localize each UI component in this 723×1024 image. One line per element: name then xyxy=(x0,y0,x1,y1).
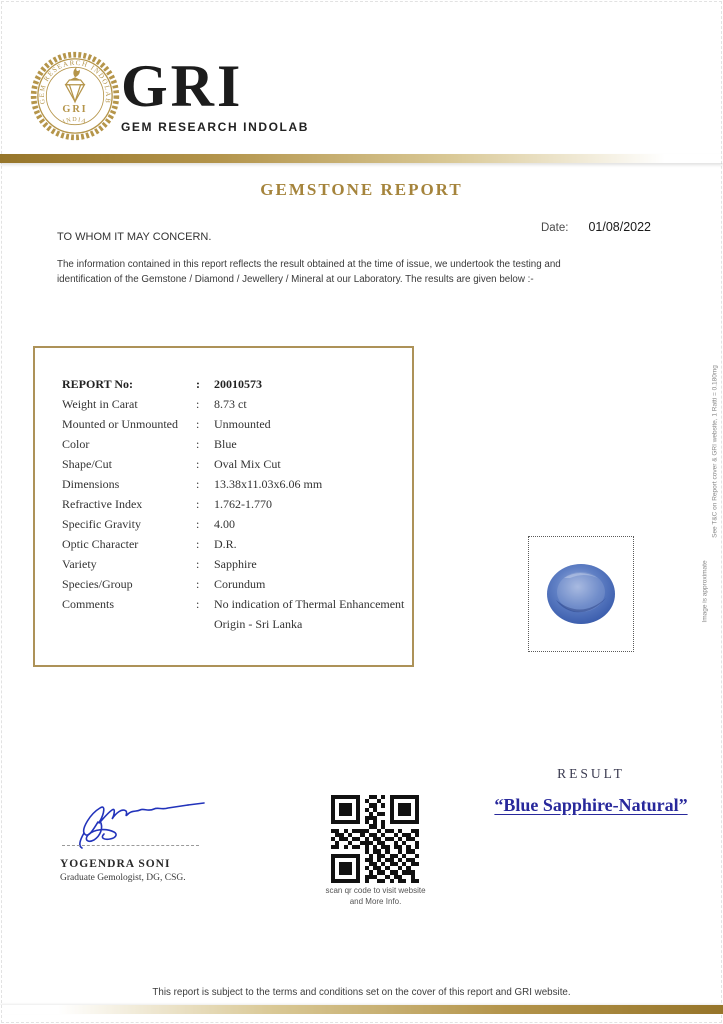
row-label: Dimensions xyxy=(62,477,120,491)
report-row xyxy=(62,594,406,634)
qr-code[interactable] xyxy=(331,795,419,883)
row-colon: : xyxy=(196,577,200,591)
date-row xyxy=(541,220,651,234)
gem-photo-frame xyxy=(528,536,634,652)
seal-center-text: GRI xyxy=(62,103,88,115)
row-value: 8.73 ct xyxy=(214,397,247,411)
row-value: D.R. xyxy=(214,537,237,551)
row-label: Variety xyxy=(62,557,97,571)
row-value: Unmounted xyxy=(214,417,271,431)
result-value: “Blue Sapphire-Natural” xyxy=(494,795,688,815)
report-row xyxy=(62,514,406,534)
qr-caption xyxy=(288,886,463,908)
gri-seal-logo xyxy=(28,48,122,144)
signatory-name: YOGENDRA SONI xyxy=(60,858,171,870)
row-value: 1.762-1.770 xyxy=(214,497,272,511)
row-label: Shape/Cut xyxy=(62,457,112,471)
signature-scribble xyxy=(70,788,220,850)
row-label: Refractive Index xyxy=(62,497,143,511)
date-value: 01/08/2022 xyxy=(588,220,651,234)
row-label: Mounted or Unmounted xyxy=(62,417,178,431)
row-colon: : xyxy=(196,457,200,471)
row-value: 20010573 xyxy=(214,377,262,391)
row-label: REPORT No: xyxy=(62,377,134,391)
qr-caption-line2: and More Info. xyxy=(349,896,402,906)
row-label: Comments xyxy=(62,597,115,611)
row-colon: : xyxy=(196,497,200,511)
report-row xyxy=(62,474,406,494)
gem-photo xyxy=(540,556,622,632)
qr-caption-line1: scan qr code to visit website xyxy=(325,886,426,895)
footer-note: This report is subject to the terms and conditions set on the cover of this report and GRI website. xyxy=(152,987,571,998)
row-colon: : xyxy=(196,417,200,431)
torch-diamond-icon xyxy=(66,67,85,102)
row-colon: : xyxy=(196,557,200,571)
row-label: Optic Character xyxy=(62,537,139,551)
row-value: Oval Mix Cut xyxy=(214,457,281,471)
row-colon: : xyxy=(196,477,200,491)
report-row xyxy=(62,434,406,454)
page-title: GEMSTONE REPORT xyxy=(260,180,463,199)
brand-subtitle: GEM RESEARCH INDOLAB xyxy=(121,120,310,134)
report-details-box xyxy=(33,346,414,667)
row-value: No indication of Thermal Enhancement Origin - Sri Lanka xyxy=(214,594,406,634)
seal-bottom-text: INDIA xyxy=(62,117,88,126)
report-row xyxy=(62,394,406,414)
row-label: Specific Gravity xyxy=(62,517,141,531)
row-label: Weight in Carat xyxy=(62,397,138,411)
signatory-title: Graduate Gemologist, DG, CSG. xyxy=(60,873,186,883)
row-label: Color xyxy=(62,437,90,451)
side-note-terms: See T&C on Report cover & GRI website, 1 Ratti = 0.180mg xyxy=(711,365,719,538)
row-colon: : xyxy=(196,397,200,411)
report-rows xyxy=(62,374,406,634)
report-row xyxy=(62,414,406,434)
row-colon: : xyxy=(196,437,200,451)
report-row xyxy=(62,494,406,514)
row-colon: : xyxy=(196,517,200,531)
row-label: Species/Group xyxy=(62,577,133,591)
row-value: 13.38x11.03x6.06 mm xyxy=(214,477,323,491)
brand-wordmark: GRI xyxy=(121,53,244,119)
gold-divider-top xyxy=(0,154,723,163)
salutation: TO WHOM IT MAY CONCERN. xyxy=(57,231,212,243)
row-colon: : xyxy=(196,377,200,391)
signature-line xyxy=(62,845,199,846)
row-value-line2: Origin - Sri Lanka xyxy=(214,617,303,631)
seal-arc-text: GEM RESEARCH INDOLAB xyxy=(37,58,113,105)
row-colon: : xyxy=(196,537,200,551)
result-label: RESULT xyxy=(557,766,625,781)
report-row xyxy=(62,534,406,554)
date-label: Date: xyxy=(540,222,569,234)
brand-block xyxy=(121,53,310,134)
gold-divider-bottom xyxy=(0,1005,723,1014)
row-value: Blue xyxy=(214,437,237,451)
side-note-image-approximate: Image is approximate xyxy=(701,560,709,623)
row-value: Sapphire xyxy=(214,557,257,571)
row-value: 4.00 xyxy=(214,517,235,531)
report-row xyxy=(62,374,406,394)
report-row xyxy=(62,454,406,474)
report-row xyxy=(62,554,406,574)
intro-paragraph: The information contained in this report reflects the result obtained at the time of issue, we undertook the testing and identification of the Gemstone / Diamond / Jewellery / Mineral at our Laboratory. The results are given below :- xyxy=(57,259,561,286)
row-value: Corundum xyxy=(214,577,266,591)
row-colon: : xyxy=(196,597,200,611)
report-row xyxy=(62,574,406,594)
